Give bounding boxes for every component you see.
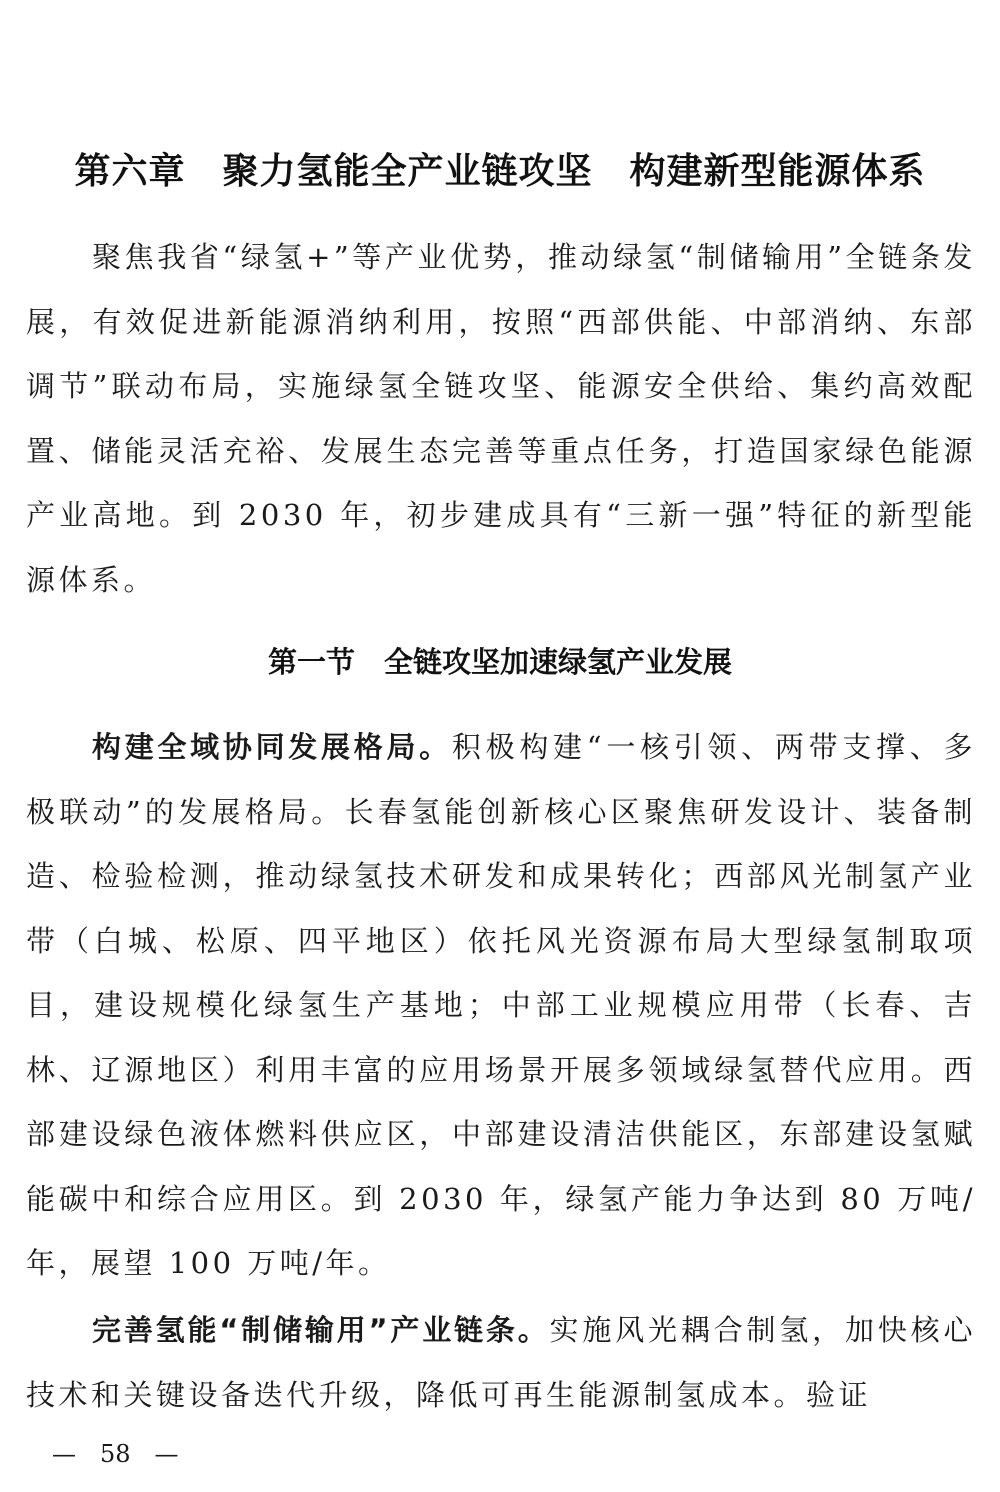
paragraph-industry-chain xyxy=(26,1298,976,1428)
chapter-title: 第六章 聚力氢能全产业链攻坚 构建新型能源体系 xyxy=(74,151,926,192)
paragraph-lead-heading: 完善氢能“制储输用”产业链条。 xyxy=(92,1313,550,1347)
paragraph-lead-heading: 构建全域协同发展格局。 xyxy=(92,730,452,764)
paragraph-body-text: 积极构建“一核引领、两带支撑、多极联动”的发展格局。长春氢能创新核心区聚焦研发设计、装备制造、检验检测，推动绿氢技术研发和成果转化；西部风光制氢产业带（白城、松原、四平地区）依托风光资源布局大型绿氢制取项目，建设规模化绿氢生产基地；中部工业规模应用带（长春、吉林、辽源地区）利用丰富的应用场景开展多领域绿氢替代应用。西部建设绿色液体燃料供应区，中部建设清洁供能区，东部建设氢赋能碳中和综合应用区。到 2030 年，绿氢产能力争达到 80 万吨/年，展望 100 万吨/年。 xyxy=(26,730,976,1280)
page-number: — 58 — xyxy=(52,1440,179,1468)
section-title: 第一节 全链攻坚加速绿氢产业发展 xyxy=(267,645,732,679)
paragraph-body-text: 实施风光耦合制氢，加快核心技术和关键设备迭代升级，降低可再生能源制氢成本。验证 xyxy=(26,1313,976,1412)
paragraph-global-layout xyxy=(26,715,976,1296)
intro-paragraph: 聚焦我省“绿氢+”等产业优势，推动绿氢“制储输用”全链条发展，有效促进新能源消纳利用，按照“西部供能、中部消纳、东部调节”联动布局，实施绿氢全链攻坚、能源安全供给、集约高效配置、储能灵活充裕、发展生态完善等重点任务，打造国家绿色能源产业高地。到 2030 年，初步建成具有“三新一强”特征的新型能源体系。 xyxy=(26,240,976,597)
